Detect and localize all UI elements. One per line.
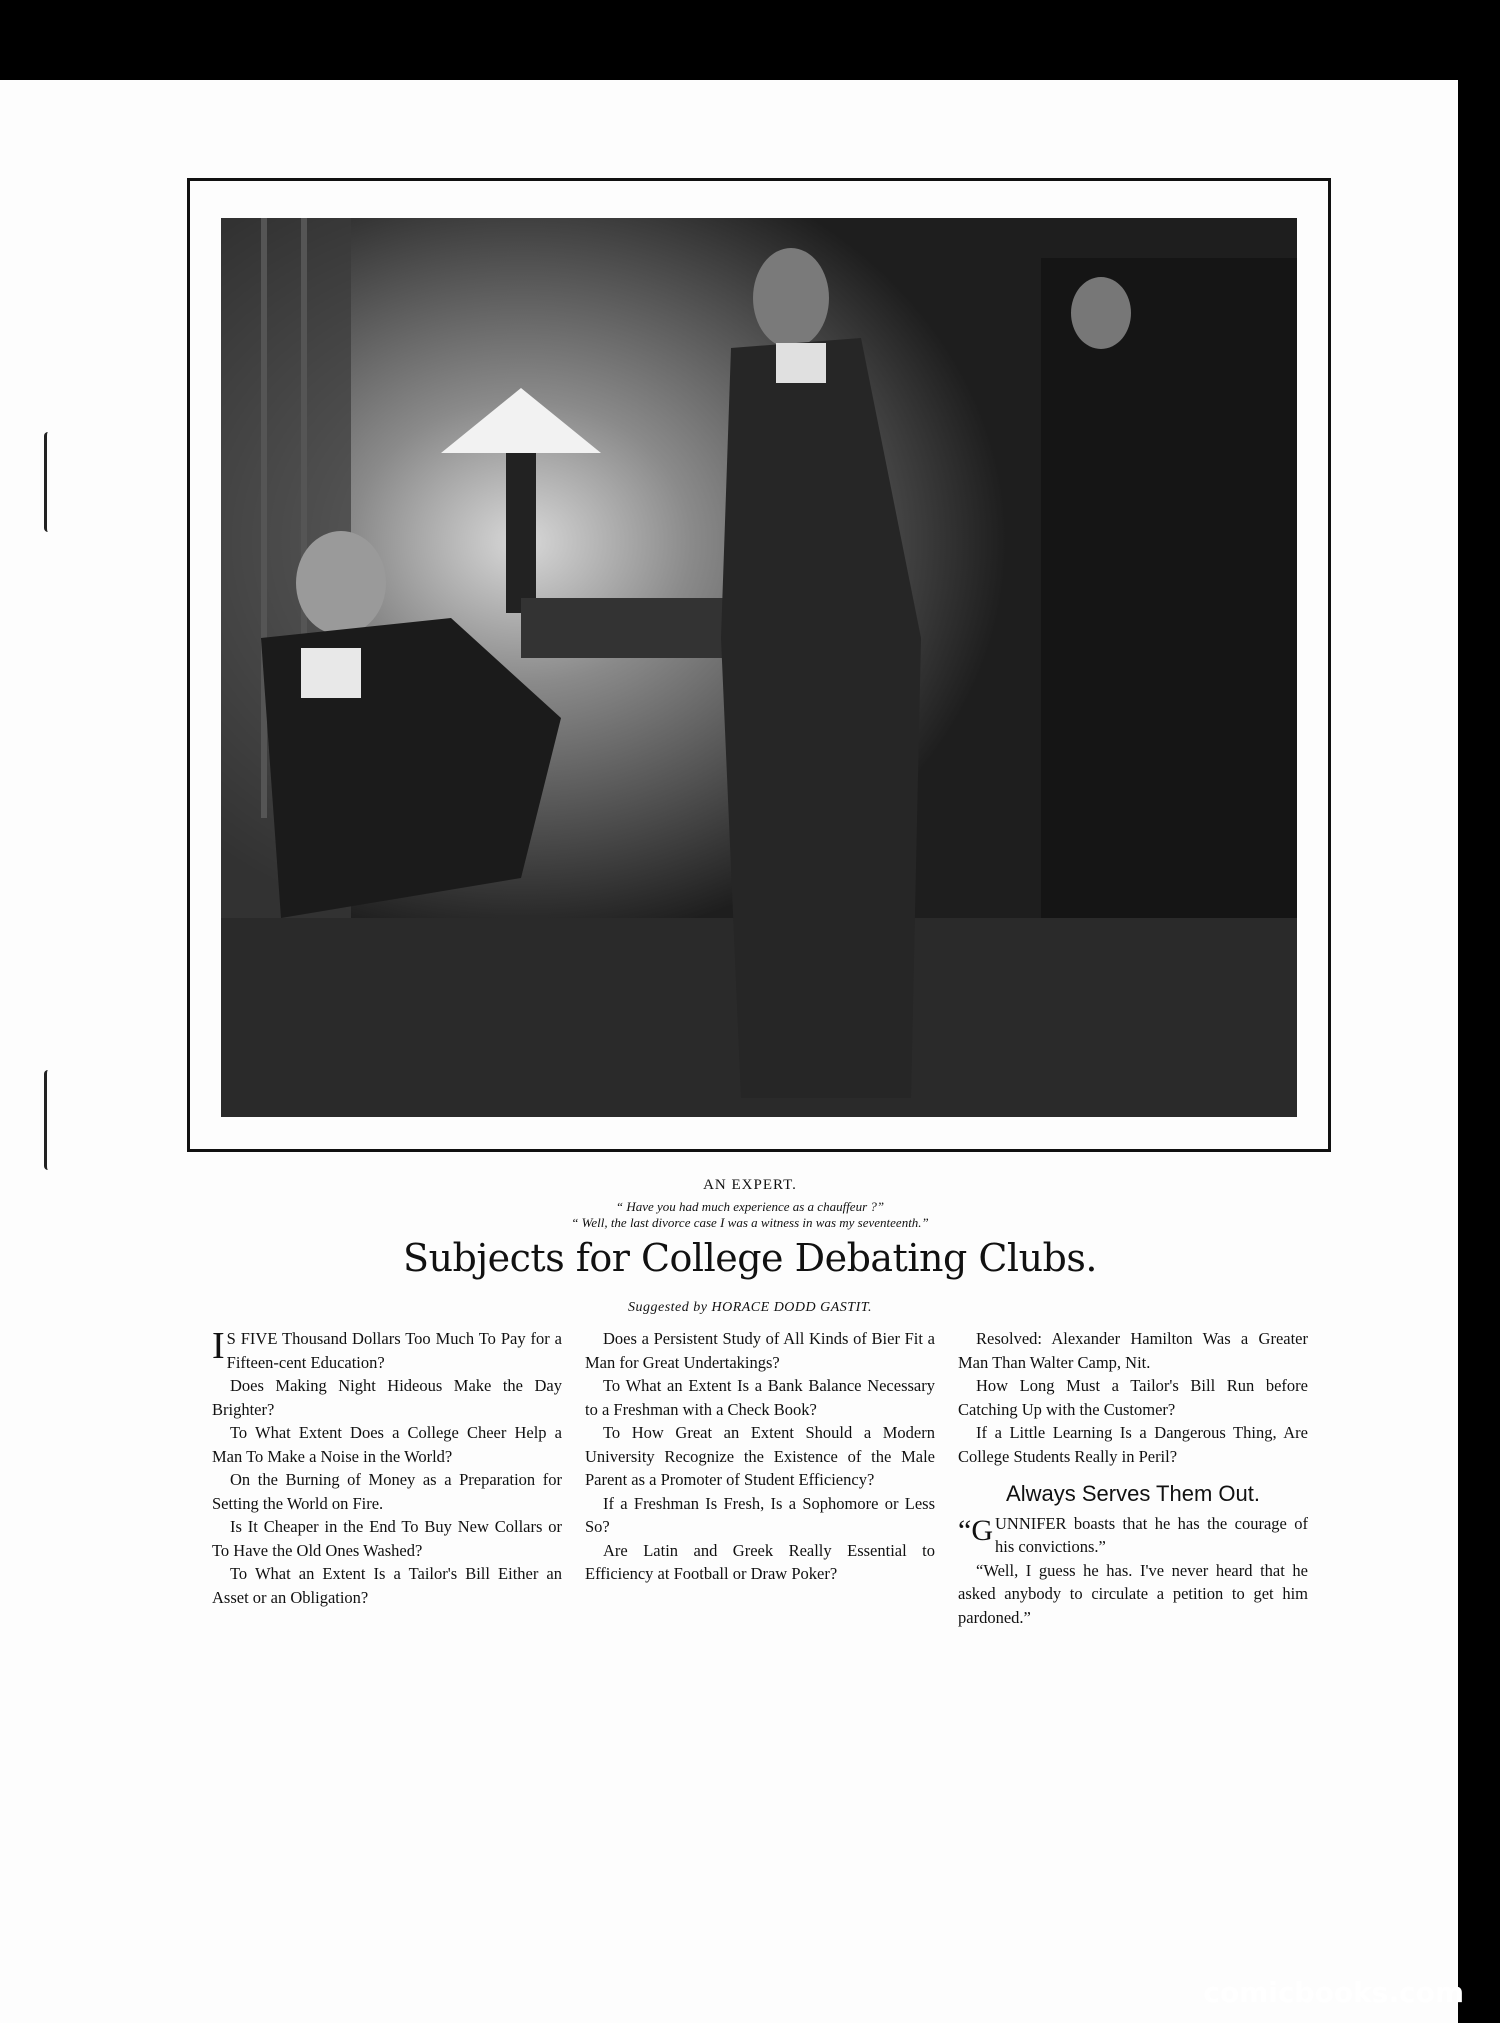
article-column-2 (585, 1327, 935, 1586)
paragraph: To How Great an Extent Should a Modern University Recognize the Existence of the Male Parent as a Promoter of Student Efficiency? (585, 1423, 935, 1489)
paragraph (958, 1512, 1308, 1559)
paragraph: How Long Must a Tailor's Bill Run before Catching Up with the Customer? (958, 1376, 1308, 1419)
illustration-caption-answer: “ Well, the last divorce case I was a witness in was my seventeenth.” (571, 1215, 929, 1230)
watermark: comicbooks.com (1203, 1976, 1464, 2009)
article-byline: Suggested by HORACE DODD GASTIT. (628, 1300, 872, 1315)
paragraph: If a Little Learning Is a Dangerous Thing, Are College Students Really in Peril? (958, 1423, 1308, 1466)
sidebar-story-title: Always Serves Them Out. (1006, 1481, 1260, 1506)
illustration-caption-title: AN EXPERT. (703, 1177, 797, 1193)
paragraph: To What Extent Does a College Cheer Help a Man To Make a Noise in the World? (212, 1423, 562, 1466)
illustration-caption-question: “ Have you had much experience as a chauffeur ?” (615, 1199, 885, 1214)
article-headline: Subjects for College Debating Clubs. (403, 1236, 1097, 1280)
binding-mark (44, 1070, 57, 1170)
drop-cap: “G (958, 1513, 993, 1547)
paragraph-text: UNNIFER boasts that he has the courage of his convictions.” (994, 1513, 1308, 1556)
paragraph: To What an Extent Is a Tailor's Bill Either an Asset or an Obligation? (212, 1564, 562, 1607)
paragraph-text: S FIVE Thousand Dollars Too Much To Pay for a Fifteen-cent Education? (226, 1329, 562, 1372)
article-column-1 (212, 1327, 562, 1609)
illustration (221, 218, 1297, 1117)
paragraph: To What an Extent Is a Bank Balance Necessary to a Freshman with a Check Book? (585, 1376, 935, 1419)
drop-cap: I (212, 1325, 225, 1367)
paragraph: Does a Persistent Study of All Kinds of Bier Fit a Man for Great Undertakings? (585, 1329, 935, 1372)
illustration-scene (221, 218, 1297, 1117)
paragraph: “Well, I guess he has. I've never heard that he asked anybody to circulate a petition to get him pardoned.” (958, 1560, 1308, 1627)
paragraph: On the Burning of Money as a Preparation for Setting the World on Fire. (212, 1470, 562, 1513)
paragraph: If a Freshman Is Fresh, Is a Sophomore or Less So? (585, 1493, 935, 1536)
paragraph (212, 1327, 562, 1374)
paragraph: Resolved: Alexander Hamilton Was a Greater Man Than Walter Camp, Nit. (958, 1329, 1308, 1372)
binding-mark (44, 432, 57, 532)
paragraph: Are Latin and Greek Really Essential to Efficiency at Football or Draw Poker? (585, 1540, 935, 1583)
paragraph: Is It Cheaper in the End To Buy New Collars or To Have the Old Ones Washed? (212, 1517, 562, 1560)
paragraph: Does Making Night Hideous Make the Day Brighter? (212, 1376, 562, 1419)
article-column-3 (958, 1327, 1308, 1629)
